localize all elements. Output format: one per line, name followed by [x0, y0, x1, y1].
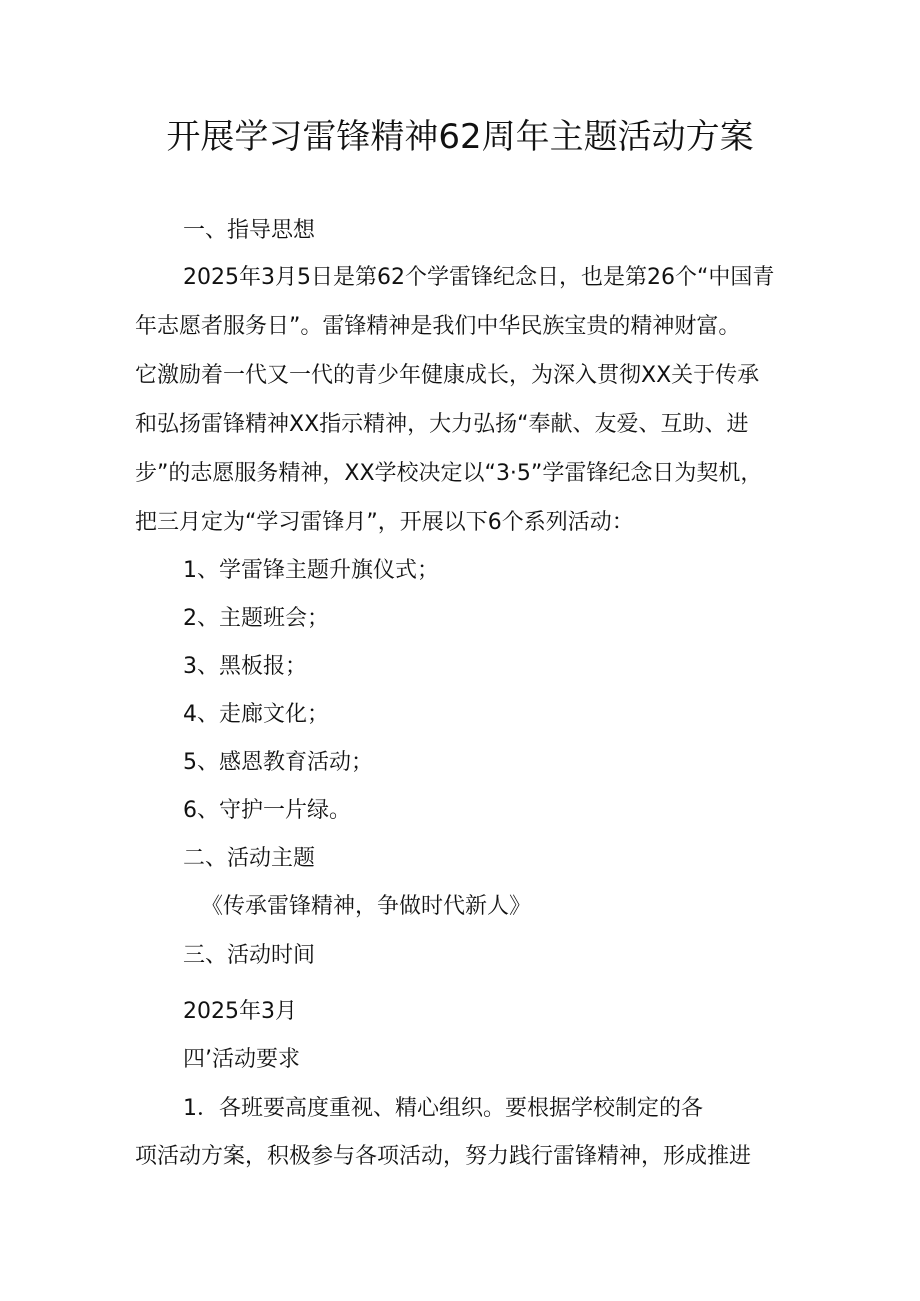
paragraph-line: 2025年3月5日是第62个学雷锋纪念日，也是第26个“中国青 — [183, 265, 775, 290]
list-item: 3、黑板报； — [183, 654, 307, 679]
paragraph-line: 项活动方案，积极参与各项活动，努力践行雷锋精神，形成推进 — [135, 1144, 752, 1169]
list-item: 1、学雷锋主题升旗仪式； — [183, 558, 439, 583]
paragraph-line: 它激励着一代又一代的青少年健康成长，为深入贯彻XX关于传承 — [135, 363, 760, 388]
heading-activity-theme: 二、活动主题 — [183, 846, 316, 871]
paragraph-line: 把三月定为“学习雷锋月”，开展以下6个系列活动： — [135, 510, 634, 535]
list-item: 2、主题班会； — [183, 606, 329, 631]
list-item: 6、守护一片绿。 — [183, 798, 351, 823]
paragraph-line: 步”的志愿服务精神，XX学校决定以“3·5”学雷锋纪念日为契机， — [135, 461, 763, 486]
heading-guiding-ideology: 一、指导思想 — [183, 218, 316, 243]
document-title: 开展学习雷锋精神62周年主题活动方案 — [166, 117, 754, 157]
list-item: 5、感恩教育活动； — [183, 750, 373, 775]
paragraph-line: 和弘扬雷锋精神XX指示精神，大力弘扬“奉献、友爱、互助、进 — [135, 412, 749, 437]
heading-activity-requirements: 四’活动要求 — [183, 1047, 300, 1072]
activity-time-text: 2025年3月 — [183, 999, 297, 1024]
heading-activity-time: 三、活动时间 — [183, 943, 316, 968]
paragraph-line: 1．各班要高度重视、精心组织。要根据学校制定的各 — [183, 1096, 703, 1121]
list-item: 4、走廊文化； — [183, 702, 329, 727]
paragraph-line: 年志愿者服务日”。雷锋精神是我们中华民族宝贵的精神财富。 — [135, 314, 741, 339]
activity-theme-text: 《传承雷锋精神，争做时代新人》 — [201, 894, 532, 919]
